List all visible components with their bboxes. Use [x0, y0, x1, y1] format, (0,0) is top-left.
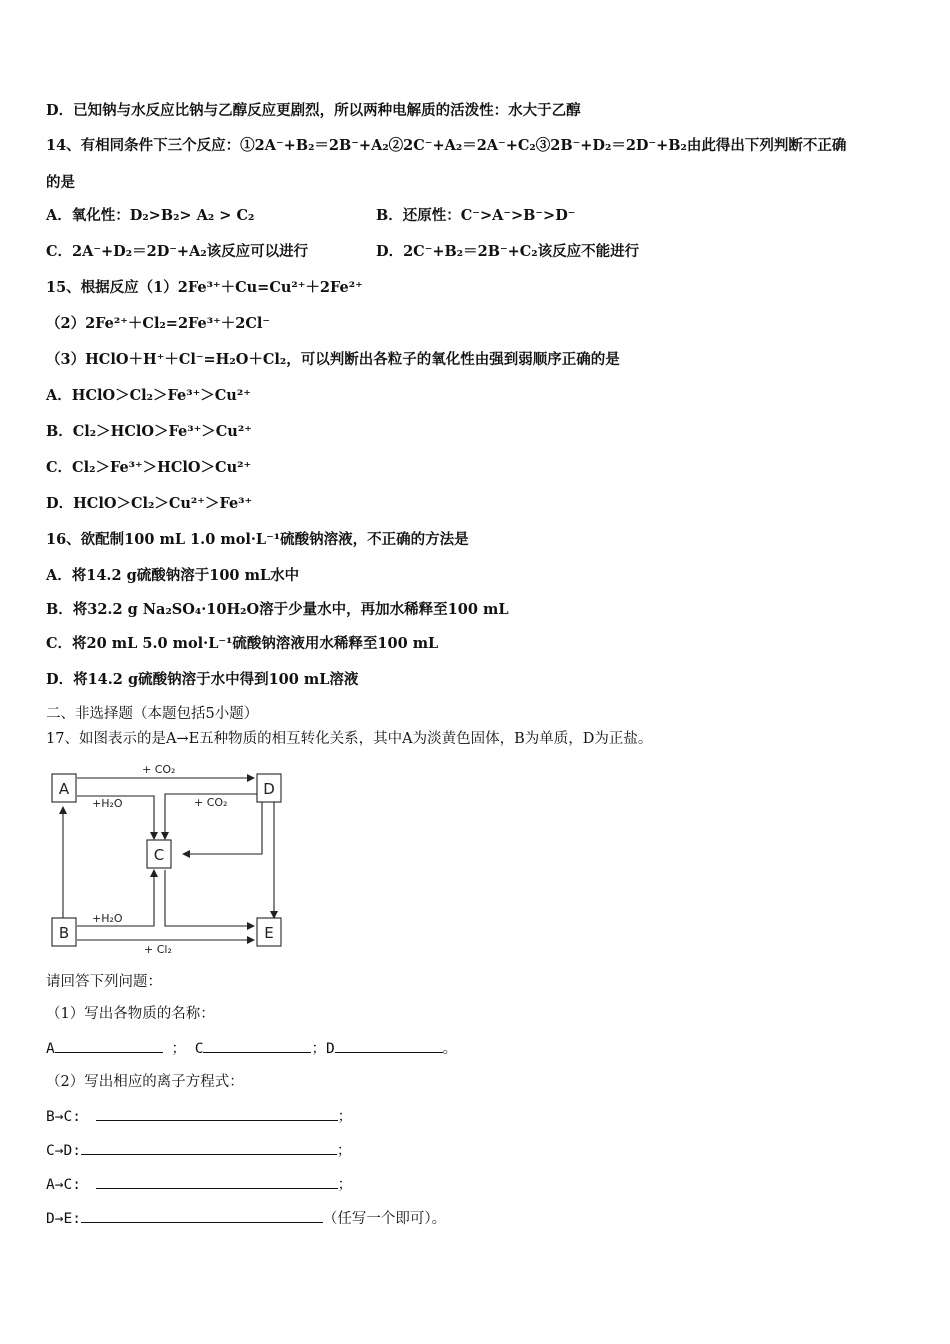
name-label-d: D: [325, 1041, 335, 1057]
eq-end: ；: [336, 1143, 352, 1159]
name-label-c: C: [194, 1041, 204, 1057]
q14-option-c: C．2A⁻+D₂＝2D⁻+A₂该反应可以进行: [46, 243, 309, 260]
eq-line-c-to-d: [46, 1140, 351, 1161]
name-label-a: A: [46, 1041, 55, 1057]
label-b-to-e: + Cl₂: [144, 943, 172, 956]
eq-label: D→E:: [46, 1211, 81, 1227]
q15-reaction-2: （2）2Fe²⁺＋Cl₂=2Fe³⁺＋2Cl⁻: [46, 315, 271, 332]
q14-option-a: A．氧化性：D₂>B₂> A₂ > C₂: [46, 207, 255, 224]
node-a: A: [58, 780, 70, 798]
eq-blank[interactable]: [96, 1174, 338, 1189]
q13-option-d: D．已知钠与水反应比钠与乙醇反应更剧烈，所以两种电解质的活泼性：水大于乙醇: [46, 102, 581, 119]
name-sep-2: ；: [311, 1041, 326, 1057]
q15-option-b: B．Cl₂＞HClO＞Fe³⁺＞Cu²⁺: [46, 423, 252, 440]
q16-option-b: B．将32.2 g Na₂SO₄·10H₂O溶于少量水中，再加水稀释至100 mL: [46, 601, 509, 618]
name-sep-1: ；: [171, 1041, 186, 1057]
arrow-d-to-c-side: [183, 802, 262, 854]
q17-names-line: [46, 1038, 457, 1059]
eq-line-a-to-c: [46, 1174, 352, 1195]
q17-ask: 请回答下列问题：: [46, 974, 162, 990]
q15-option-c: C．Cl₂＞Fe³⁺＞HClO＞Cu²⁺: [46, 459, 252, 476]
q17-part1: （1）写出各物质的名称：: [46, 1006, 215, 1022]
q15-reaction-3: （3）HClO＋H⁺＋Cl⁻=H₂O＋Cl₂，可以判断出各粒子的氧化性由强到弱顺序正确的是: [46, 351, 620, 368]
eq-end: ；: [337, 1109, 353, 1125]
q16-option-c: C．将20 mL 5.0 mol·L⁻¹硫酸钠溶液用水稀释至100 mL: [46, 635, 439, 652]
label-c-to-d: + CO₂: [194, 796, 228, 809]
eq-label: A→C:: [46, 1177, 81, 1193]
blank-d[interactable]: [335, 1038, 443, 1053]
eq-blank[interactable]: [81, 1140, 337, 1155]
q17-transformation-diagram: [46, 760, 296, 960]
label-a-to-d: + CO₂: [142, 763, 176, 776]
q16-stem: 16、欲配制100 mL 1.0 mol·L⁻¹硫酸钠溶液，不正确的方法是: [46, 531, 469, 548]
q17-part2: （2）写出相应的离子方程式：: [46, 1074, 244, 1090]
q14-option-d: D．2C⁻+B₂＝2B⁻+C₂该反应不能进行: [376, 243, 640, 260]
blank-a[interactable]: [55, 1038, 163, 1053]
eq-blank[interactable]: [96, 1106, 338, 1121]
arrow-c-to-e: [165, 870, 254, 926]
name-end: 。: [442, 1041, 458, 1057]
eq-blank[interactable]: [81, 1208, 323, 1223]
q16-option-d: D．将14.2 g硫酸钠溶于水中得到100 mL溶液: [46, 671, 359, 688]
eq-end: ；: [337, 1177, 353, 1193]
node-c: C: [153, 846, 165, 864]
q17-stem: 17、如图表示的是A→E五种物质的相互转化关系，其中A为淡黄色固体，B为单质，D为正盐。: [46, 731, 653, 747]
node-e: E: [264, 924, 274, 942]
node-b: B: [58, 924, 70, 942]
node-d: D: [263, 780, 275, 798]
q15-stem: 15、根据反应（1）2Fe³⁺＋Cu=Cu²⁺＋2Fe²⁺: [46, 279, 363, 296]
blank-c[interactable]: [203, 1038, 311, 1053]
eq-line-d-to-e: [46, 1208, 446, 1229]
q16-option-a: A．将14.2 g硫酸钠溶于100 mL水中: [46, 567, 300, 584]
eq-label: C→D:: [46, 1143, 81, 1159]
q15-option-d: D．HClO＞Cl₂＞Cu²⁺＞Fe³⁺: [46, 495, 253, 512]
q14-stem-line1: 14、有相同条件下三个反应：①2A⁻+B₂＝2B⁻+A₂②2C⁻+A₂＝2A⁻+C₂③2B⁻+D₂＝2D⁻+B₂由此得出下列判断不正确: [46, 137, 847, 154]
q14-option-b: B．还原性：C⁻>A⁻>B⁻>D⁻: [376, 207, 576, 224]
label-a-to-c: +H₂O: [92, 797, 123, 810]
eq-end: （任写一个即可）。: [322, 1211, 447, 1227]
q14-stem-line2: 的是: [46, 174, 75, 191]
eq-line-b-to-c: [46, 1106, 352, 1127]
q15-option-a: A．HClO＞Cl₂＞Fe³⁺＞Cu²⁺: [46, 387, 251, 404]
label-b-to-c: +H₂O: [92, 912, 123, 925]
section-heading: 二、非选择题（本题包括5小题）: [46, 706, 259, 722]
eq-label: B→C:: [46, 1109, 81, 1125]
